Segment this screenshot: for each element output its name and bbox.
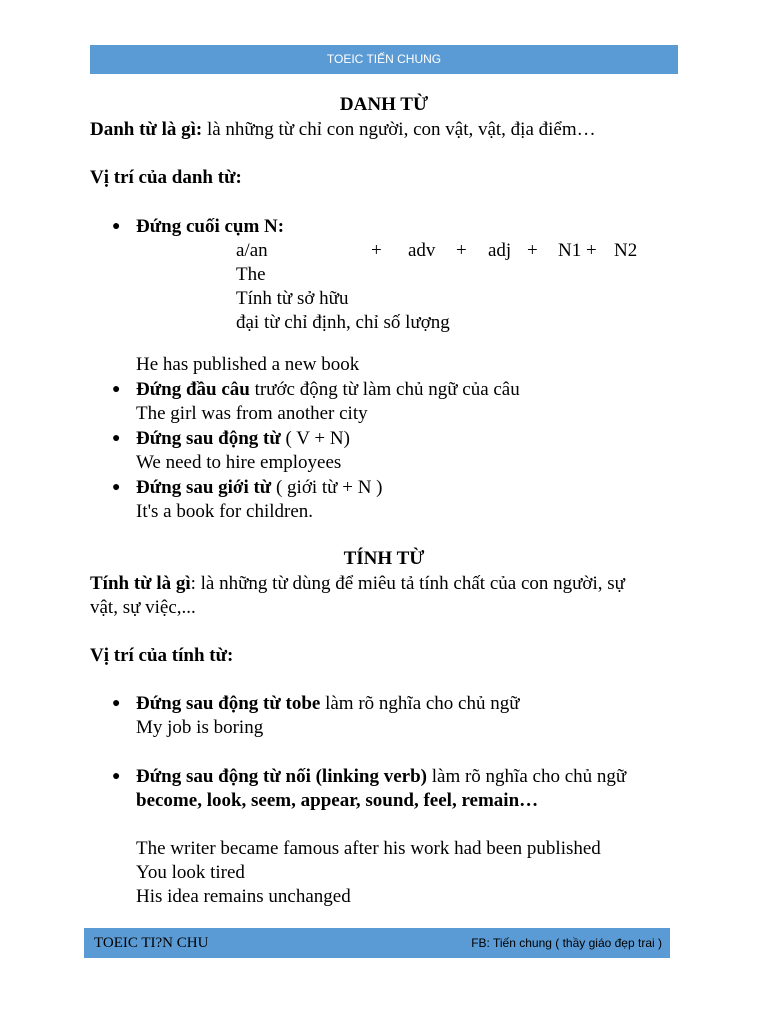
np-row: a/an bbox=[236, 240, 268, 261]
page-header-bar bbox=[90, 45, 678, 74]
adjective-position-heading: Vị trí của tính từ: bbox=[90, 645, 234, 666]
linking-verbs-list: become, look, seem, appear, sound, feel, remain… bbox=[136, 790, 539, 811]
bullet-icon: ● bbox=[112, 431, 121, 446]
noun-definition bbox=[90, 118, 596, 142]
adjective-bullet2 bbox=[136, 765, 626, 789]
np-formula-item: + bbox=[371, 240, 382, 261]
noun-bullet1-label: Đứng cuối cụm N: bbox=[136, 216, 285, 237]
noun-bullet3 bbox=[136, 427, 350, 451]
noun-bullet4-text: ( giới từ + N ) bbox=[271, 477, 383, 498]
noun-example: The girl was from another city bbox=[136, 403, 368, 424]
adjective-example: My job is boring bbox=[136, 717, 264, 738]
header-title: TOEIC TIẾN CHUNG bbox=[326, 52, 442, 66]
adjective-def-label: Tính từ là gì bbox=[90, 573, 191, 594]
page-footer-bar bbox=[84, 928, 670, 958]
bullet-icon: ● bbox=[112, 769, 121, 784]
np-formula-item: N2 bbox=[614, 240, 638, 261]
noun-def-label: Danh từ là gì: bbox=[90, 119, 203, 140]
adjective-bullet1 bbox=[136, 692, 520, 716]
noun-bullet3-text: ( V + N) bbox=[280, 428, 350, 449]
noun-example: He has published a new book bbox=[136, 354, 360, 375]
noun-bullet2 bbox=[136, 378, 520, 402]
bullet-icon: ● bbox=[112, 219, 121, 234]
np-row: The bbox=[236, 264, 266, 285]
np-row: Tính từ sở hữu bbox=[236, 288, 349, 309]
np-formula-item: + bbox=[456, 240, 467, 261]
adjective-example: The writer became famous after his work had been published bbox=[136, 838, 601, 859]
noun-heading: DANH TỪ bbox=[339, 94, 429, 115]
adjective-bullet1-text: làm rõ nghĩa cho chủ ngữ bbox=[320, 693, 520, 714]
noun-bullet3-label: Đứng sau động từ bbox=[136, 428, 281, 449]
np-formula-item: N1 + bbox=[558, 240, 597, 261]
noun-example: It's a book for children. bbox=[136, 501, 314, 522]
bullet-icon: ● bbox=[112, 382, 121, 397]
noun-position-heading: Vị trí của danh từ: bbox=[90, 167, 242, 188]
adjective-def-text: : là những từ dùng để miêu tả tính chất của con người, sự bbox=[190, 573, 625, 594]
bullet-icon: ● bbox=[112, 696, 121, 711]
adjective-example: His idea remains unchanged bbox=[136, 886, 351, 907]
noun-bullet4-label: Đứng sau giới từ bbox=[136, 477, 272, 498]
noun-bullet4 bbox=[136, 476, 383, 500]
np-row: đại từ chỉ định, chỉ số lượng bbox=[236, 312, 450, 333]
adjective-example: You look tired bbox=[136, 862, 245, 883]
np-formula-item: + bbox=[527, 240, 538, 261]
noun-def-text: là những từ chỉ con người, con vật, vật, địa điểm… bbox=[202, 119, 596, 140]
noun-bullet2-text: trước động từ làm chủ ngữ của câu bbox=[249, 379, 520, 400]
adjective-bullet1-label: Đứng sau động từ tobe bbox=[136, 693, 321, 714]
footer-left-text: TOEIC TI?N CHU bbox=[94, 935, 209, 951]
adjective-def-line2: vật, sự việc,... bbox=[90, 597, 196, 618]
np-formula-item: adv bbox=[408, 240, 436, 261]
footer-right-text: FB: Tiến chung ( thầy giáo đẹp trai ) bbox=[471, 936, 662, 950]
adjective-bullet2-label: Đứng sau động từ nối (linking verb) bbox=[136, 766, 427, 787]
adjective-bullet2-text: làm rõ nghĩa cho chủ ngữ bbox=[426, 766, 627, 787]
np-formula-item: adj bbox=[488, 240, 512, 261]
noun-example: We need to hire employees bbox=[136, 452, 342, 473]
bullet-icon: ● bbox=[112, 480, 121, 495]
noun-bullet2-label: Đứng đầu câu bbox=[136, 379, 250, 400]
adjective-definition bbox=[90, 572, 625, 596]
adjective-heading: TÍNH TỪ bbox=[343, 548, 425, 569]
